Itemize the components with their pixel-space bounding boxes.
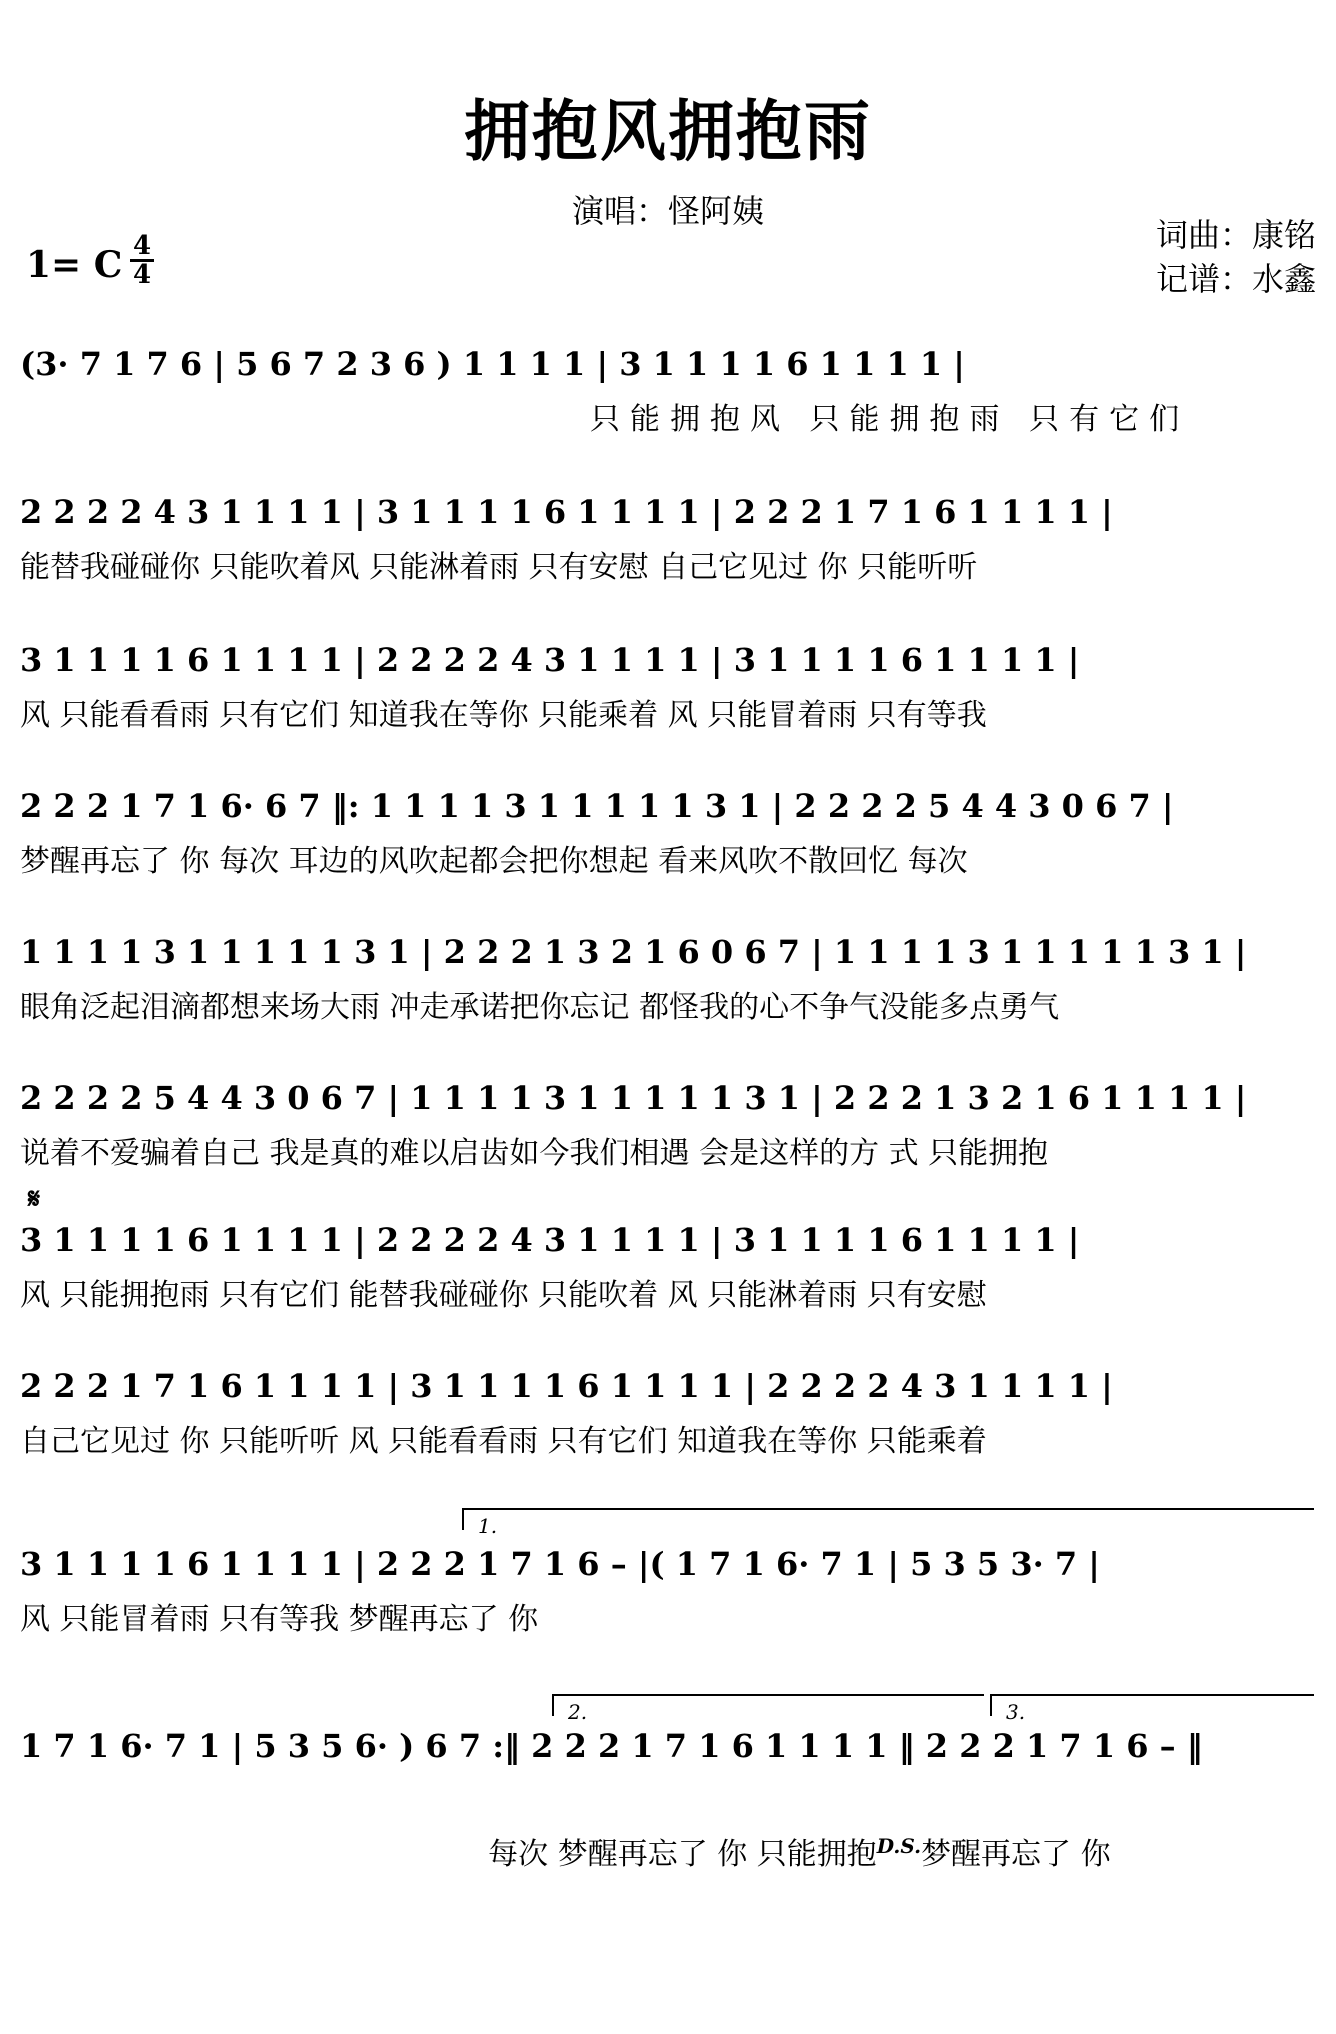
lyrics-row: 风 只能冒着雨 只有等我 梦醒再忘了 你 xyxy=(20,1602,539,1637)
notation-row: 1 7 1 6· 7 1 | 5 3 5 6· ) 6 7 :‖ 2 2 2 1 7 1 6 1 1 1 1 ‖ 2 2 2 1 7 1 6 – ‖ xyxy=(20,1727,1203,1765)
score-line-9 xyxy=(20,1534,1316,1679)
notation-row: 2 2 2 2 5 4 4 3 0 6 7 | 1 1 1 1 3 1 1 1 1 1 3 1 | 2 2 2 1 3 2 1 6 1 1 1 1 | xyxy=(20,1079,1247,1117)
score-line-8 xyxy=(20,1356,1316,1501)
score-line-2 xyxy=(20,482,1316,627)
transcriber-credit: 记谱：水鑫 xyxy=(1155,260,1316,298)
ending-bracket-3 xyxy=(990,1694,1314,1724)
ending-number: 3. xyxy=(1006,1700,1026,1724)
score-line-7 xyxy=(20,1210,1316,1355)
ending-number: 1. xyxy=(478,1514,498,1538)
lyrics-row: 能替我碰碰你 只能吹着风 只能淋着雨 只有安慰 自己它见过 你 只能听听 xyxy=(20,550,978,585)
segno-sign: 𝄋 xyxy=(28,1182,41,1215)
lyrics-row: 梦醒再忘了 你 每次 耳边的风吹起都会把你想起 看来风吹不散回忆 每次 xyxy=(20,844,968,879)
dal-segno-mark: D.S. xyxy=(876,1834,922,1858)
lyrics-row: 风 只能拥抱雨 只有它们 能替我碰碰你 只能吹着 风 只能淋着雨 只有安慰 xyxy=(20,1278,987,1313)
notation-row: (3· 7 1 7 6 | 5 6 7 2 3 6 ) 1 1 1 1 | 3 1 1 1 1 6 1 1 1 1 | xyxy=(20,345,965,383)
lyricist-composer-credit: 词曲：康铭 xyxy=(1155,216,1316,254)
key-signature: 1= C xyxy=(26,244,123,286)
notation-row: 2 2 2 1 7 1 6 1 1 1 1 | 3 1 1 1 1 6 1 1 1 1 | 2 2 2 2 4 3 1 1 1 1 | xyxy=(20,1367,1113,1405)
score-line-3 xyxy=(20,630,1316,775)
score-line-1 xyxy=(20,334,1316,479)
notation-row: 3 1 1 1 1 6 1 1 1 1 | 2 2 2 2 4 3 1 1 1 1 | 3 1 1 1 1 6 1 1 1 1 | xyxy=(20,1221,1080,1259)
time-signature-bottom: 4 xyxy=(132,260,152,290)
notation-row: 2 2 2 1 7 1 6· 6 7 ‖: 1 1 1 1 3 1 1 1 1 1 3 1 | 2 2 2 2 5 4 4 3 0 6 7 | xyxy=(20,787,1174,825)
singer-credit: 演唱：怪阿姨 xyxy=(571,192,764,230)
score-line-10 xyxy=(20,1716,1316,1872)
lyrics-row: 只能拥抱风 只能拥抱雨 只有它们 xyxy=(590,402,1190,437)
lyrics-row: 风 只能看看雨 只有它们 知道我在等你 只能乘着 风 只能冒着雨 只有等我 xyxy=(20,698,987,733)
score-line-4 xyxy=(20,776,1316,921)
time-signature xyxy=(130,231,154,290)
lyrics-segment: 梦醒再忘了 你 xyxy=(921,1837,1111,1872)
notation-row: 3 1 1 1 1 6 1 1 1 1 | 2 2 2 2 4 3 1 1 1 1 | 3 1 1 1 1 6 1 1 1 1 | xyxy=(20,641,1080,679)
lyrics-row: 说着不爱骗着自己 我是真的难以启齿如今我们相遇 会是这样的方 式 只能拥抱 xyxy=(20,1136,1049,1171)
score-line-6 xyxy=(20,1068,1316,1213)
lyrics-segment: 每次 梦醒再忘了 你 只能拥抱 xyxy=(488,1837,877,1872)
lyrics-row: 自己它见过 你 只能听听 风 只能看看雨 只有它们 知道我在等你 只能乘着 xyxy=(20,1424,987,1459)
lyrics-row: 眼角泛起泪滴都想来场大雨 冲走承诺把你忘记 都怪我的心不争气没能多点勇气 xyxy=(20,990,1060,1025)
notation-row: 2 2 2 2 4 3 1 1 1 1 | 3 1 1 1 1 6 1 1 1 1 | 2 2 2 1 7 1 6 1 1 1 1 | xyxy=(20,493,1113,531)
song-title: 拥抱风拥抱雨 xyxy=(464,92,872,170)
notation-row: 3 1 1 1 1 6 1 1 1 1 | 2 2 2 1 7 1 6 – |( 1 7 1 6· 7 1 | 5 3 5 3· 7 | xyxy=(20,1545,1100,1583)
lyrics-row xyxy=(20,1780,1336,1921)
notation-row: 1 1 1 1 3 1 1 1 1 1 3 1 | 2 2 2 1 3 2 1 6 0 6 7 | 1 1 1 1 3 1 1 1 1 1 3 1 | xyxy=(20,933,1247,971)
ending-number: 2. xyxy=(568,1700,588,1724)
ending-bracket-2 xyxy=(552,1694,984,1724)
score-line-5 xyxy=(20,922,1316,1067)
time-signature-top: 4 xyxy=(132,231,152,261)
ending-bracket-1 xyxy=(462,1508,1314,1538)
